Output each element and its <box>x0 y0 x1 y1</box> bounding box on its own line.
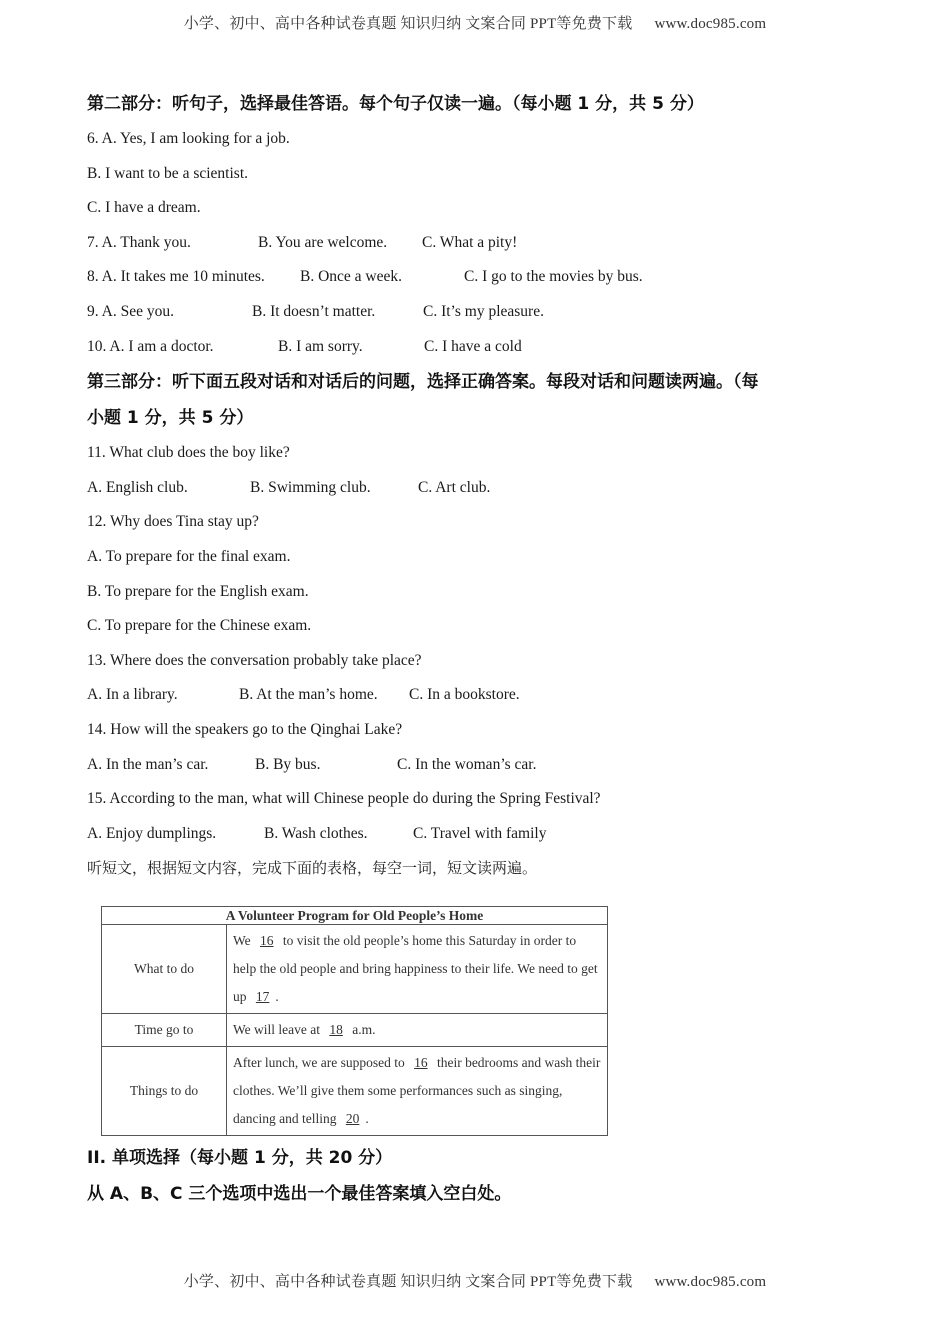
q15-option-c: C. Travel with family <box>413 824 547 842</box>
q7-row <box>87 226 867 261</box>
row-content-things-to-do <box>227 1047 608 1136</box>
q10-option-a: 10. A. I am a doctor. <box>87 337 214 355</box>
q15-question: 15. According to the man, what will Chinese people do during the Spring Festival? <box>87 790 601 808</box>
page-footer <box>0 1270 950 1291</box>
q14-option-a: A. In the man’s car. <box>87 755 209 773</box>
q9-row <box>87 295 867 330</box>
part-ii <box>87 1140 511 1212</box>
table-title-row <box>102 907 608 925</box>
header-url[interactable]: www.doc985.com <box>654 16 767 32</box>
text-segment: We <box>233 933 251 948</box>
q10-row <box>87 330 867 365</box>
q6-option-a: 6. A. Yes, I am looking for a job. <box>87 130 290 147</box>
blank-16: 16 <box>260 933 274 948</box>
footer-text: 小学、初中、高中各种试卷真题 知识归纳 文案合同 PPT等免费下载 <box>183 1274 633 1290</box>
footer-url[interactable]: www.doc985.com <box>654 1274 767 1290</box>
q9-option-b: B. It doesn’t matter. <box>252 302 376 320</box>
row-content-what-to-do <box>227 925 608 1014</box>
q11-question: 11. What club does the boy like? <box>87 444 290 462</box>
blank-20: 20 <box>345 1111 360 1126</box>
part3-title-line2: 小题 1 分，共 5 分） <box>87 408 254 429</box>
q8-option-b: B. Once a week. <box>300 268 402 286</box>
q13-row <box>87 678 867 713</box>
row-label-what-to-do: What to do <box>102 925 227 1014</box>
q12-option-c: C. To prepare for the Chinese exam. <box>87 617 312 635</box>
q15-row <box>87 817 867 852</box>
q11-option-c: C. Art club. <box>418 478 491 496</box>
q6-option-c: C. I have a dream. <box>87 199 201 217</box>
text-segment: to visit the old people’s home this Saturday in order to help the old people and bring happiness to their life. We need to get up <box>233 933 598 1004</box>
table-row <box>102 925 608 1014</box>
text-segment: After lunch, we are supposed to <box>233 1055 405 1070</box>
part3-title-line1: 第三部分：听下面五段对话和对话后的问题，选择正确答案。每段对话和问题读两遍。（每 <box>87 372 759 393</box>
blank-19: 16 <box>414 1055 428 1070</box>
q10-option-c: C. I have a cold <box>424 337 522 355</box>
q8-row <box>87 260 867 295</box>
blank-18: 18 <box>329 1022 343 1037</box>
q7-option-b: B. You are welcome. <box>258 233 388 251</box>
part2-title: 第二部分：听句子，选择最佳答语。每个句子仅读一遍。（每小题 1 分，共 5 分） <box>87 94 704 114</box>
header-text: 小学、初中、高中各种试卷真题 知识归纳 文案合同 PPT等免费下载 <box>183 16 633 32</box>
q14-option-b: B. By bus. <box>255 755 321 773</box>
q10-option-b: B. I am sorry. <box>278 337 363 355</box>
q13-option-c: C. In a bookstore. <box>409 686 520 704</box>
exam-content <box>87 86 867 885</box>
text-segment: . <box>365 1111 369 1126</box>
text-segment: We will leave at <box>233 1022 320 1037</box>
q8-option-c: C. I go to the movies by bus. <box>464 268 643 286</box>
q11-row <box>87 471 867 506</box>
q11-option-a: A. English club. <box>87 478 188 496</box>
row-label-things-to-do: Things to do <box>102 1047 227 1136</box>
q15-option-b: B. Wash clothes. <box>264 824 368 842</box>
q15-option-a: A. Enjoy dumplings. <box>87 824 217 842</box>
text-segment: their bedrooms and wash their clothes. We’ll give them some performances such as singing, dancing and telling <box>233 1055 601 1126</box>
q12-option-b: B. To prepare for the English exam. <box>87 582 309 600</box>
q9-option-a: 9. A. See you. <box>87 302 174 320</box>
q7-option-a: 7. A. Thank you. <box>87 233 191 251</box>
q12-option-a: A. To prepare for the final exam. <box>87 547 291 565</box>
part-ii-instruction: 从 A、B、C 三个选项中选出一个最佳答案填入空白处。 <box>87 1184 512 1204</box>
table-row <box>102 1047 608 1136</box>
q12-question: 12. Why does Tina stay up? <box>87 513 259 531</box>
blank-17: 17 <box>255 989 270 1004</box>
listening-instruction: 听短文，根据短文内容，完成下面的表格，每空一词，短文读两遍。 <box>87 859 538 878</box>
text-segment: a.m. <box>352 1022 376 1037</box>
part-ii-title: II. 单项选择（每小题 1 分，共 20 分） <box>87 1148 393 1168</box>
text-segment: . <box>275 989 279 1004</box>
q9-option-c: C. It’s my pleasure. <box>423 302 544 320</box>
row-content-time <box>227 1014 608 1047</box>
row-label-time: Time go to <box>102 1014 227 1047</box>
q14-row <box>87 748 867 783</box>
q13-option-a: A. In a library. <box>87 686 178 704</box>
table-row <box>102 1014 608 1047</box>
page-header <box>0 12 950 33</box>
q11-option-b: B. Swimming club. <box>250 478 371 496</box>
q14-question: 14. How will the speakers go to the Qinghai Lake? <box>87 720 403 738</box>
q14-option-c: C. In the woman’s car. <box>397 755 537 773</box>
volunteer-program-table <box>101 906 608 1136</box>
table-title: A Volunteer Program for Old People’s Home <box>102 907 608 925</box>
q13-option-b: B. At the man’s home. <box>239 686 378 704</box>
q13-question: 13. Where does the conversation probably take place? <box>87 651 422 669</box>
q7-option-c: C. What a pity! <box>422 233 518 251</box>
q6-option-b: B. I want to be a scientist. <box>87 164 248 182</box>
q8-option-a: 8. A. It takes me 10 minutes. <box>87 268 265 286</box>
